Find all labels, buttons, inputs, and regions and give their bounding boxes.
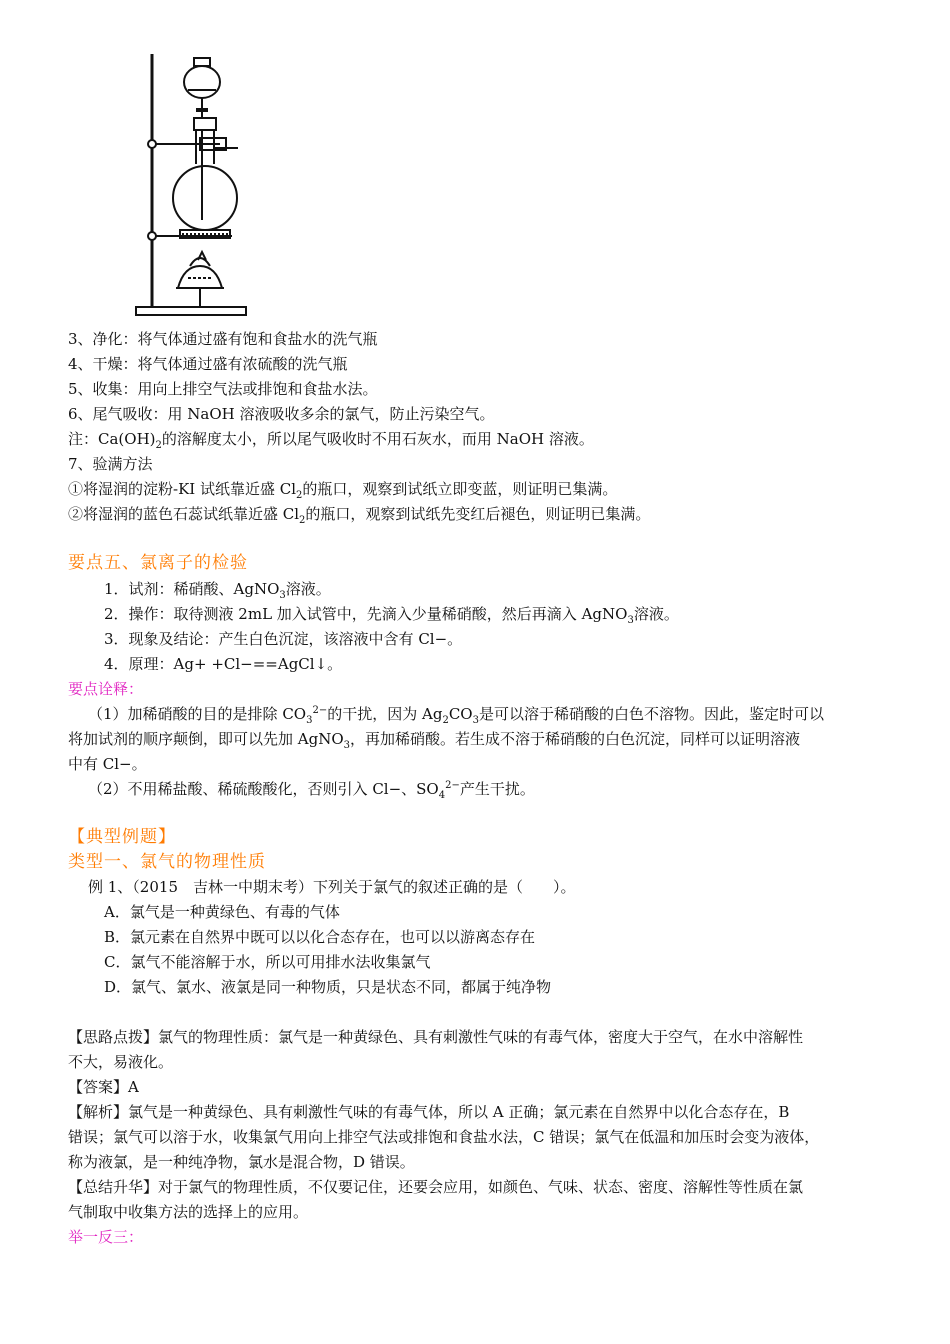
- hint-line-2: 不大，易液化。: [68, 1053, 174, 1071]
- key-note-label: 要点诠释：: [68, 680, 144, 698]
- note-paragraph-1-line-1: （1）加稀硝酸的目的是排除 $CO_3^{2-}$的干扰，因为 $Ag_2CO_3$是可以溶于稀硝酸的白色不溶物。因此，鉴定时可以: [88, 705, 824, 726]
- check-method-1: ①将湿润的淀粉-KI 试纸靠近盛 $Cl_2$的瓶口，观察到试纸立即变蓝，则证明已集满。: [68, 480, 618, 501]
- option-a: A．氯气是一种黄绿色、有毒的气体: [104, 903, 340, 921]
- check-method-2: ②将湿润的蓝色石蕊试纸靠近盛 $Cl_2$的瓶口，观察到试纸先变红后褪色，则证明已集满。: [68, 505, 651, 526]
- option-b: B．氯元素在自然界中既可以以化合态存在，也可以以游离态存在: [104, 928, 536, 946]
- note-paragraph-1-line-2: 将加试剂的顺序颠倒，即可以先加 AgNO$_3$，再加稀硝酸。若生成不溶于稀硝酸的白色沉淀，同样可以证明溶液: [68, 730, 801, 751]
- analysis-line-3: 称为液氯，是一种纯净物，氯水是混合物，D 错误。: [68, 1153, 415, 1171]
- test-phenomenon: 3．现象及结论：产生白色沉淀，该溶液中含有 Cl−。: [104, 630, 463, 648]
- summary-line-1: 【总结升华】对于氯气的物理性质，不仅要记住，还要会应用，如颜色、气味、状态、密度、溶解性等性质在氯: [68, 1178, 804, 1196]
- note-paragraph-2: （2）不用稀盐酸、稀硫酸酸化，否则引入 Cl−、$SO_4^{2-}$产生干扰。: [88, 780, 535, 801]
- hint-line-1: 【思路点拨】氯气的物理性质：氯气是一种黄绿色、具有刺激性气味的有毒气体，密度大于空气，在水中溶解性: [68, 1028, 804, 1046]
- section-title-chloride-test: 要点五、氯离子的检验: [68, 553, 248, 573]
- analysis-line-1: 【解析】氯气是一种黄绿色、具有刺激性气味的有毒气体，所以 A 正确；氯元素在自然界中以化合态存在，B: [68, 1103, 790, 1121]
- typical-examples-header: 【典型例题】: [68, 827, 176, 847]
- analysis-line-2: 错误；氯气可以溶于水，收集氯气用向上排空气法或排饱和食盐水法，C 错误；氯气在低温和加压时会变为液体，: [68, 1128, 820, 1146]
- answer: 【答案】A: [68, 1078, 139, 1096]
- test-reagent: 1．试剂：稀硝酸、AgNO$_3$溶液。: [104, 580, 331, 601]
- note-caoh2: 注：$Ca(OH)_2$的溶解度太小，所以尾气吸收时不用石灰水，而用 NaOH 溶液。: [68, 430, 594, 451]
- step-full-check: 7、验满方法: [68, 455, 153, 473]
- practice-label: 举一反三：: [68, 1228, 144, 1246]
- step-purification: 3、净化：将气体通过盛有饱和食盐水的洗气瓶: [68, 330, 378, 348]
- option-c: C．氯气不能溶解于水，所以可用排水法收集氯气: [104, 953, 431, 971]
- type1-title: 类型一、氯气的物理性质: [68, 852, 266, 872]
- example-question: 例 1、（2015 吉林一中期末考）下列关于氯气的叙述正确的是（ ）。: [88, 878, 576, 896]
- test-operation: 2．操作：取待测液 2mL 加入试管中，先滴入少量稀硝酸，然后再滴入 AgNO$_3$溶液。: [104, 605, 679, 626]
- note-paragraph-1-line-3: 中有 Cl−。: [68, 755, 147, 773]
- step-tail-gas: 6、尾气吸收：用 NaOH 溶液吸收多余的氯气，防止污染空气。: [68, 405, 495, 423]
- summary-line-2: 气制取中收集方法的选择上的应用。: [68, 1203, 309, 1221]
- option-d: D．氯气、氯水、液氯是同一种物质，只是状态不同，都属于纯净物: [104, 978, 552, 996]
- chlorine-generator-apparatus-figure: [128, 52, 248, 322]
- step-collection: 5、收集：用向上排空气法或排饱和食盐水法。: [68, 380, 378, 398]
- step-drying: 4、干燥：将气体通过盛有浓硫酸的洗气瓶: [68, 355, 348, 373]
- test-principle: 4．原理：Ag+ +Cl−==AgCl↓。: [104, 655, 343, 673]
